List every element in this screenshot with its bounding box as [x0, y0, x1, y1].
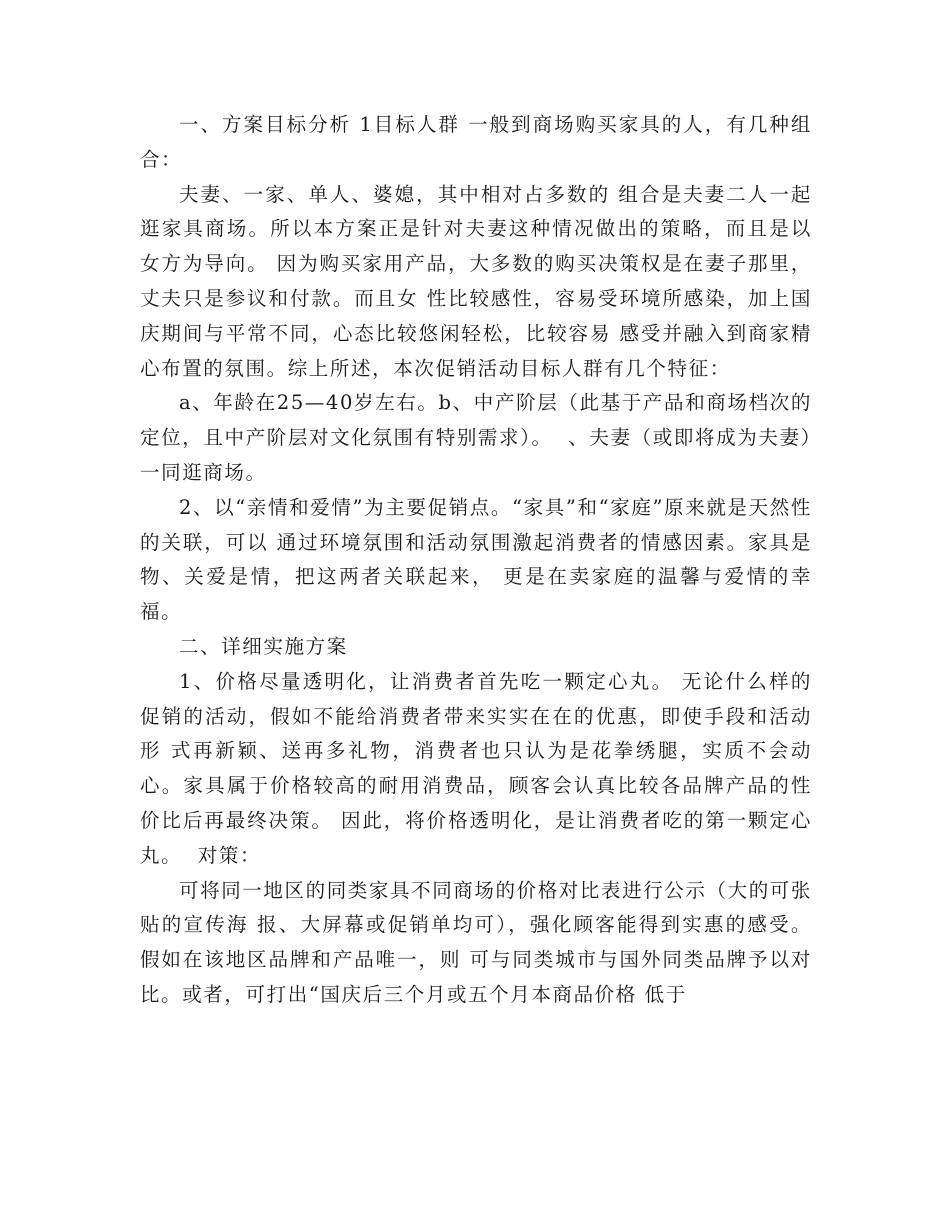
- document-body: [140, 108, 820, 1013]
- paragraph-target-features: a、年龄在25—40岁左右。b、中产阶层（此基于产品和商场档次的定位，且中产阶层对文化氛围有特别需求）。 、夫妻（或即将成为夫妻）一同逛商场。: [140, 391, 812, 484]
- paragraph-target-groups: 夫妻、一家、单人、婆媳，其中相对占多数的 组合是夫妻二人一起逛家具商场。所以本方案正是针对夫妻这种情况做出的策略，而且是以 女方为导向。 因为购买家用产品，大多数的购买决策权是在妻子那里，丈夫只是参议和付款。而且女 性比较感性，容易受环境所感染，加上国庆期间与平常不同，心态比较悠闲轻松，比较容易 感受并融入到商家精心布置的氛围。综上所述，本次促销活动目标人群有几个特征：: [140, 182, 820, 380]
- section-heading-implementation: 二、详细实施方案: [179, 634, 348, 658]
- paragraph-price-comparison: 可将同一地区的同类家具不同商场的价格对比表进行公示（大的可张贴的宣传海 报、大屏幕或促销单均可），强化顾客能得到实惠的感受。假如在该地区品牌和产品唯一，则 可与同类城市与国外同类品牌予以对比。或者，可打出“国庆后三个月或五个月本商品价格 低于: [140, 878, 813, 1006]
- paragraph-price-transparency: 1、价格尽量透明化，让消费者首先吃一颗定心丸。 无论什么样的促销的活动，假如不能给消费者带来实实在在的优惠，即使手段和活动形 式再新颖、送再多礼物，消费者也只认为是花拳绣腿，实质不会动心。家具属于价格较高的耐用消费品，顾客会认真比较各品牌产品的性价比后再最终决策。 因此，将价格透明化，是让消费者吃的第一颗定心丸。 对策：: [140, 669, 812, 867]
- paragraph-promotion-point: 2、以“亲情和爱情”为主要促销点。“家具”和“家庭”原来就是天然性的关联，可以 通过环境氛围和活动氛围激起消费者的情感因素。家具是物、关爱是情，把这两者关联起来， 更是在卖家庭的温馨与爱情的幸福。: [140, 495, 812, 624]
- paragraph-target-analysis: 一、方案目标分析 1目标人群 一般到商场购买家具的人，有几种组合：: [140, 113, 812, 171]
